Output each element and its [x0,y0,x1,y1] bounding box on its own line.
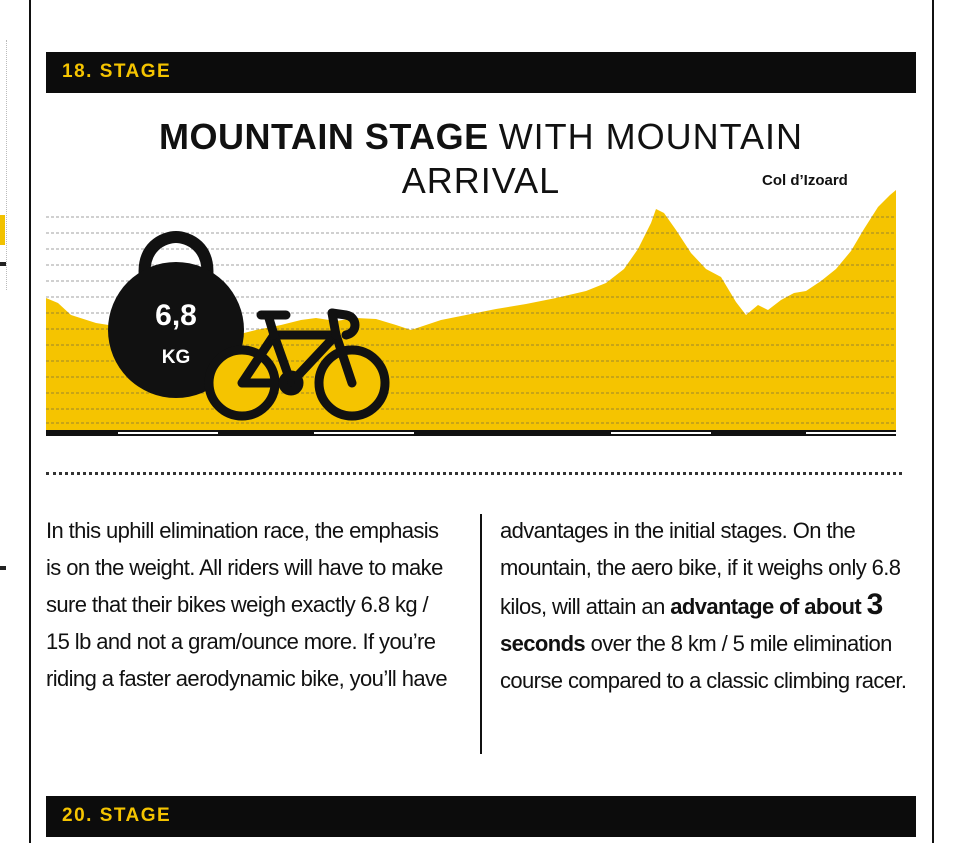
page-frame-left [29,0,31,843]
margin-mark [0,262,6,266]
stage-header-20 [46,796,916,837]
margin-mark [0,566,6,570]
col2-text-2: over the 8 km / 5 mile elimination course compared to a classic climbing racer. [500,631,907,693]
title-light-line1: WITH MOUNTAIN [498,116,803,157]
margin-dots [0,40,7,290]
title-bold: MOUNTAIN STAGE [159,116,489,157]
col2-bold-1: advantage of about [670,594,867,619]
column-divider [480,514,482,754]
col2-big-number: 3 [866,588,883,621]
weight-value: 6,8 [155,299,197,332]
summit-label: Col d’Izoard [762,172,848,189]
stage-header-label: 18. STAGE [62,61,172,82]
weight-unit: KG [161,347,191,368]
margin-yellow-mark [0,215,5,245]
elevation-profile [46,185,906,440]
section-separator [46,472,902,475]
col2-bold-2: seconds [500,631,586,656]
article-column-2 [500,512,920,699]
page-frame-right [932,0,934,843]
article-column-1: In this uphill elimination race, the emphasis is on the weight. All riders will have to make sure that their bikes weigh exactly 6.8 kg / 15 lb and not a gram/ounce more. If you’re riding a faster aerodynamic bike, you’ll have [46,518,448,691]
stage-header-18 [46,52,916,93]
stage-header-label: 20. STAGE [62,805,172,826]
col2-text-1: advantages in the initial stages. On the mountain, the aero bike, if it weighs only 6.8 kilos, will attain an [500,518,901,619]
title-light-line2: ARRIVAL [401,160,561,201]
